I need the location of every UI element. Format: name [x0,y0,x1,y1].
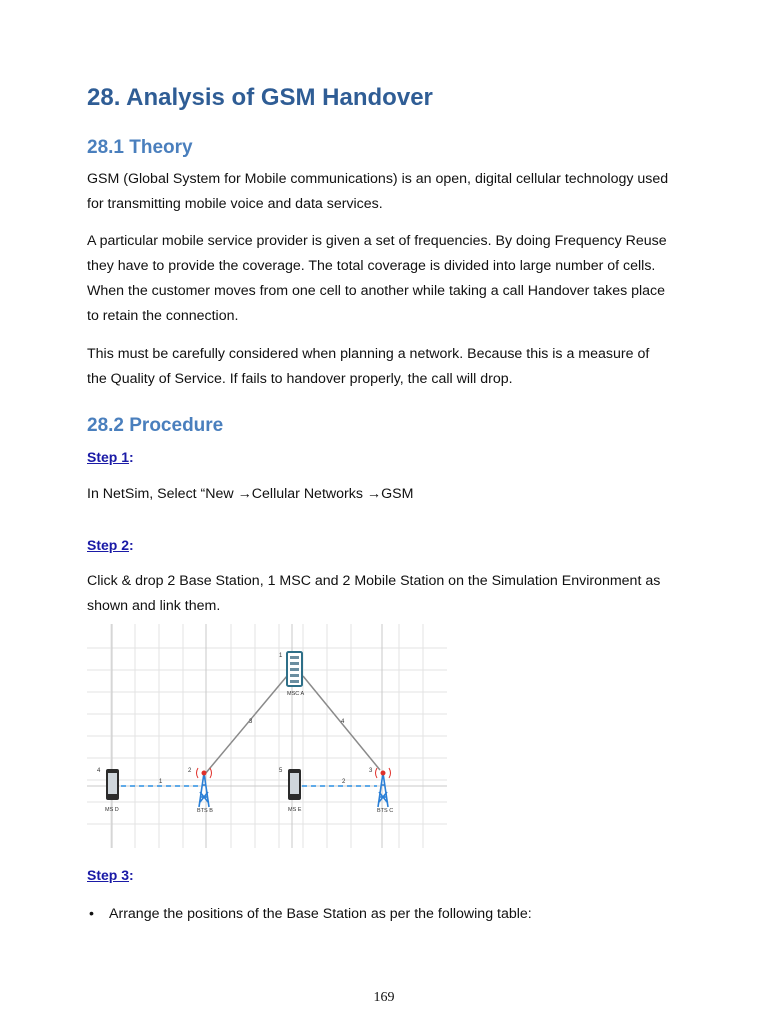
ms-e-node[interactable] [279,768,302,813]
link-label: 2 [342,779,346,785]
step-1-heading [87,449,134,465]
node-label: MS E [288,807,302,813]
step-2-heading [87,537,134,553]
list-item [87,904,717,924]
msc-slot [290,656,299,659]
text-line: shown and link them. [87,598,221,614]
phone-screen [290,773,299,794]
node-label: MS D [105,807,119,813]
msc-slot [290,674,299,677]
link-label: 3 [249,719,253,725]
theory-paragraph-1 [87,167,717,217]
node-id: 1 [279,653,283,659]
ms-d-node[interactable] [97,768,119,813]
theory-paragraph-3 [87,342,717,392]
node-label: BTS C [377,808,394,814]
step-2-link[interactable]: Step 2 [87,537,130,553]
bts-c-node[interactable] [369,768,393,814]
list-item-text: Arrange the positions of the Base Station as per the following table: [109,906,532,922]
text-line: the Quality of Service. If fails to handover properly, the call will drop. [87,371,513,387]
grid [87,624,447,848]
bts-b-node[interactable] [188,768,213,814]
step-1-link[interactable]: Step 1 [87,449,130,465]
phone-screen [108,773,117,794]
chapter-title: 28. Analysis of GSM Handover [87,84,433,111]
link-bts-b-msc[interactable] [205,676,287,774]
text-line: A particular mobile service provider is given a set of frequencies. By doing Frequency Reuse [87,233,667,249]
theory-heading: 28.1 Theory [87,137,193,158]
msc-slot [290,680,299,683]
msc-node[interactable] [279,652,304,697]
step-2-text [87,569,717,619]
link-label: 4 [341,719,345,725]
bullet-icon: • [89,906,94,922]
text-line: they have to provide the coverage. The total coverage is divided into large number of cells. [87,258,656,274]
signal-icon [202,771,207,776]
node-label: MSC A [287,691,305,697]
node-label: BTS B [197,808,213,814]
theory-paragraph-2 [87,229,717,329]
step-3-link[interactable]: Step 3 [87,867,130,883]
node-id: 3 [369,768,373,774]
msc-slot [290,662,299,665]
text-line: Click & drop 2 Base Station, 1 MSC and 2 Mobile Station on the Simulation Environment as [87,573,661,589]
step-colon: : [129,537,134,553]
step-3-heading [87,867,134,883]
link-label: 1 [159,779,163,785]
step-1-text: In NetSim, Select “New →Cellular Networks →GSM [87,486,414,502]
text-line: This must be carefully considered when planning a network. Because this is a measure of [87,346,650,362]
network-diagram [87,624,447,848]
text-line: for transmitting mobile voice and data services. [87,196,383,212]
text-line: When the customer moves from one cell to another while taking a call Handover takes place [87,283,666,299]
step-colon: : [129,867,134,883]
page-number: 169 [373,990,395,1005]
step-3-list [87,904,717,924]
step-colon: : [129,449,134,465]
node-id: 5 [279,768,283,774]
text-line: to retain the connection. [87,308,239,324]
signal-icon [381,771,386,776]
text-line: GSM (Global System for Mobile communications) is an open, digital cellular technology used [87,171,669,187]
node-id: 2 [188,768,192,774]
msc-slot [290,668,299,671]
procedure-heading: 28.2 Procedure [87,415,224,436]
node-id: 4 [97,768,101,774]
